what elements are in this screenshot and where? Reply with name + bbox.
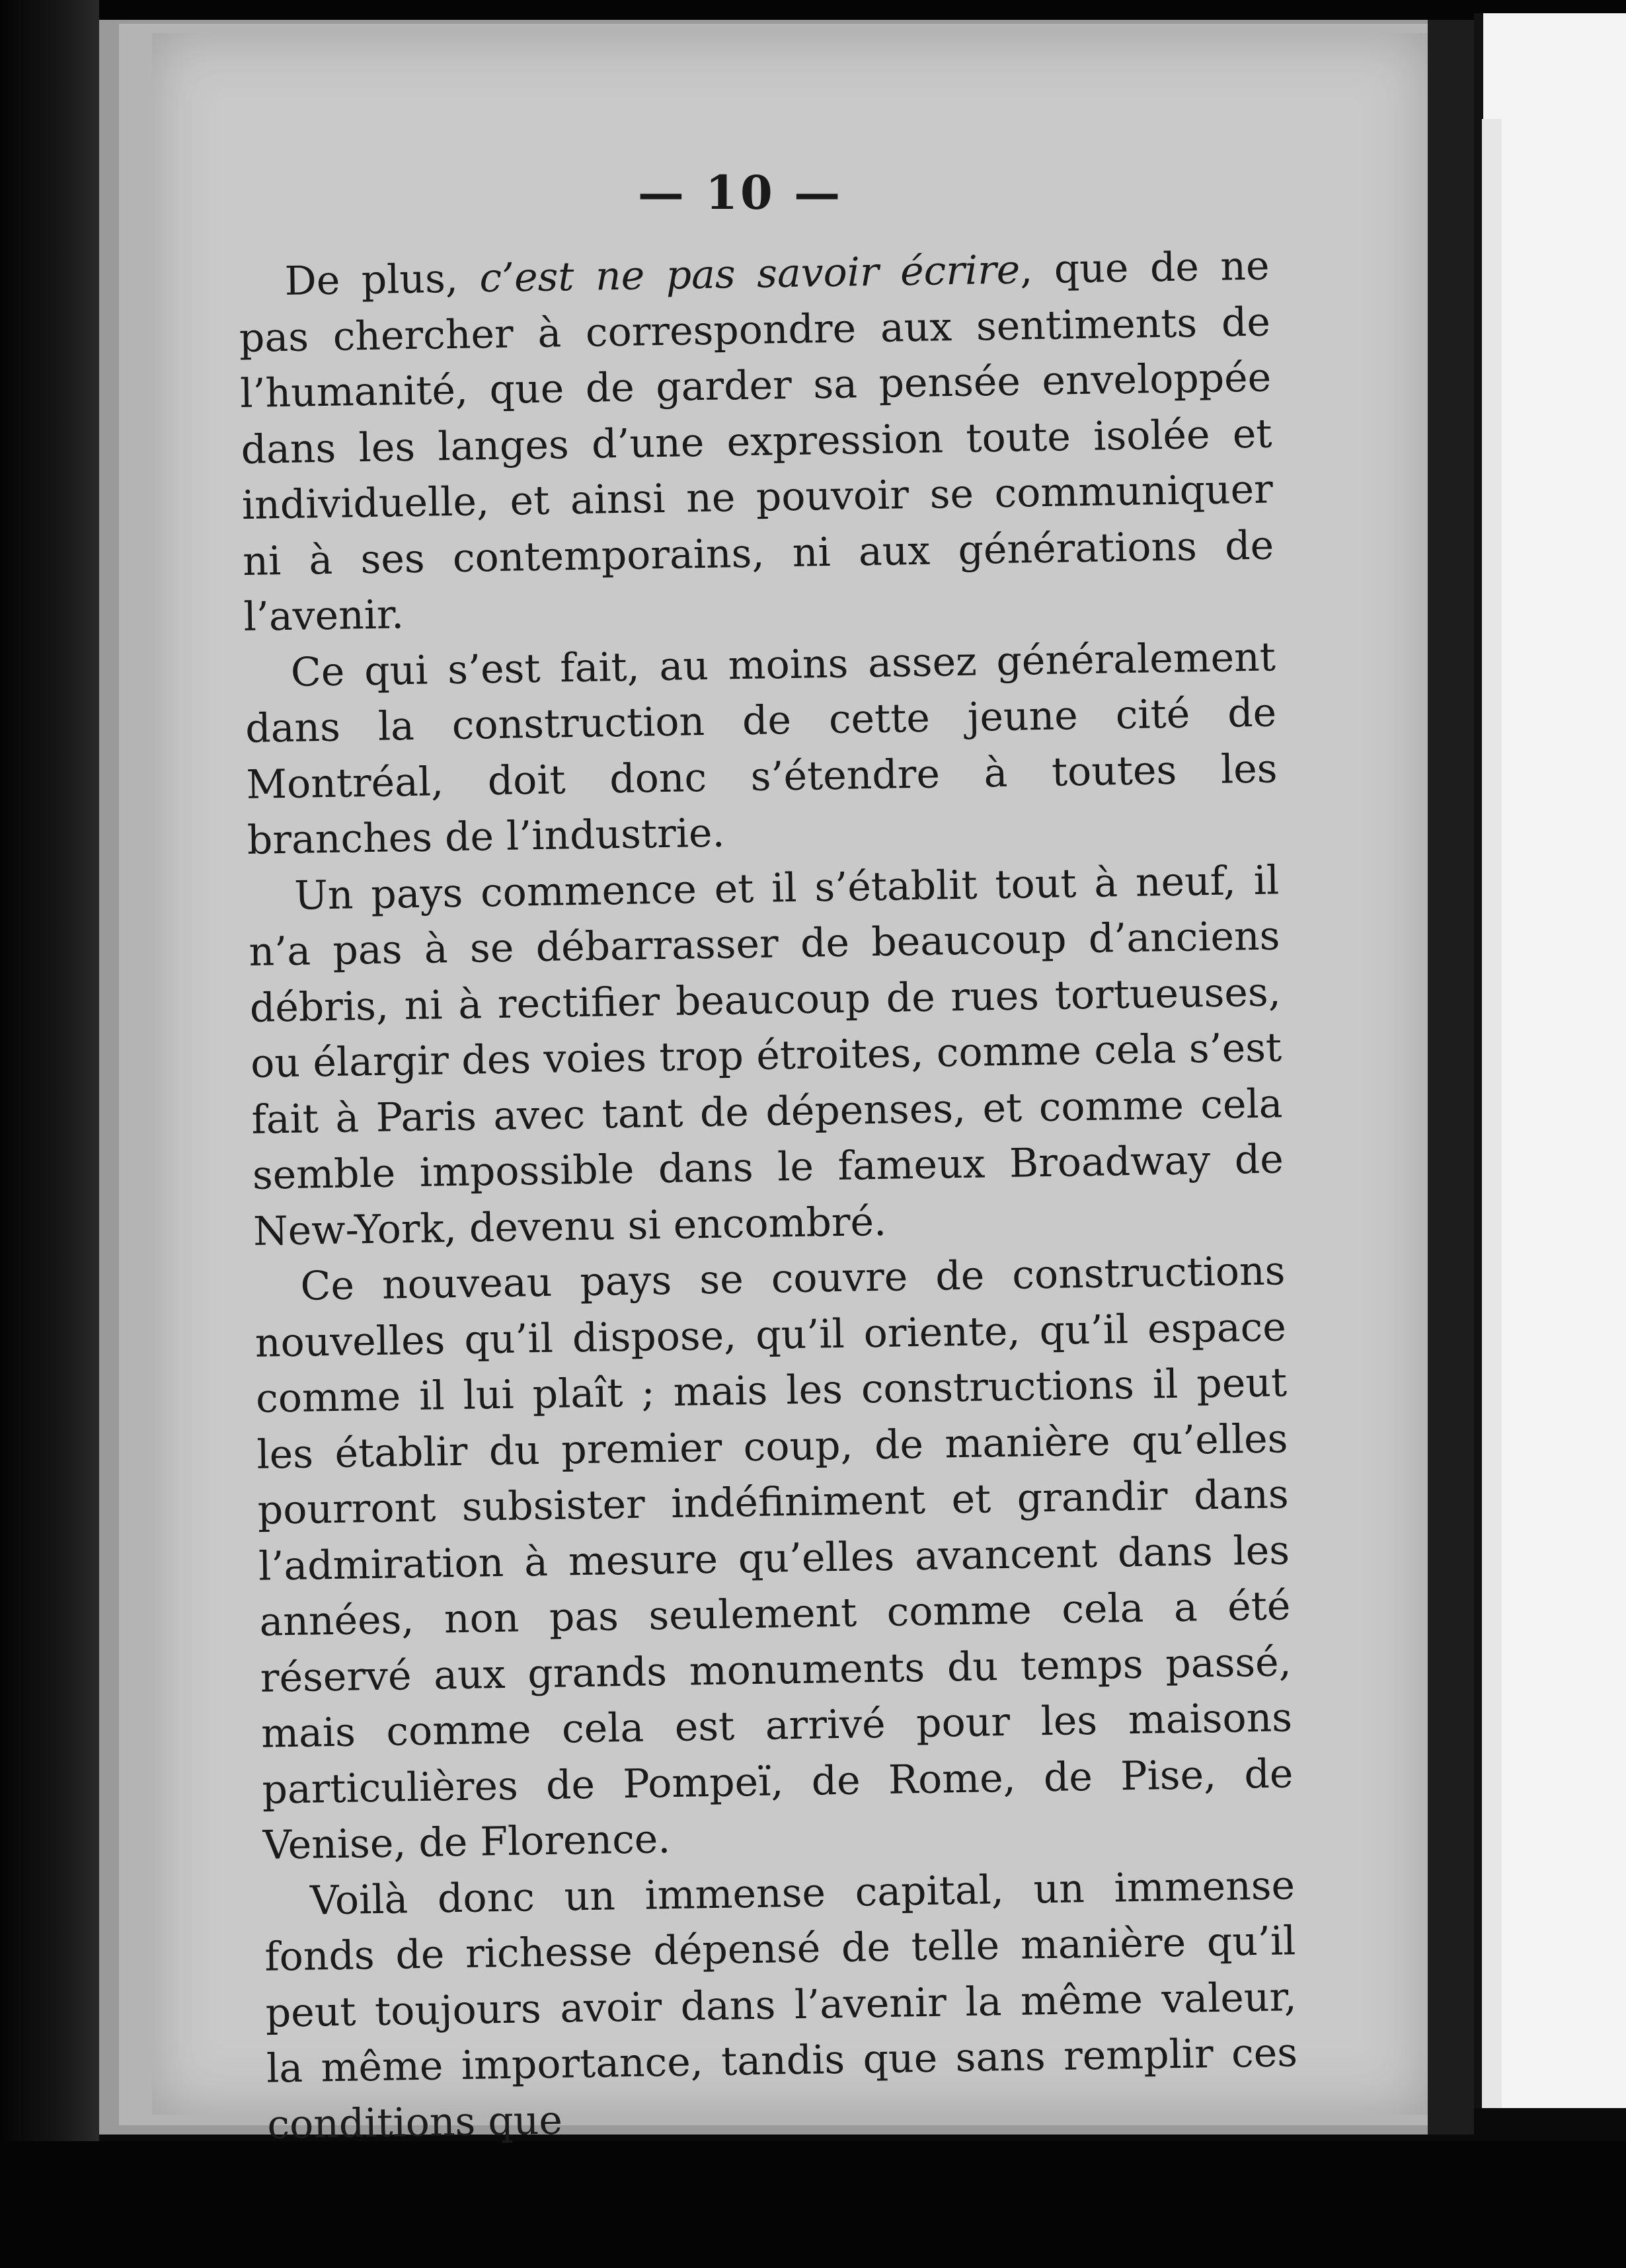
scan-border-top (0, 0, 1626, 20)
paragraph (254, 1243, 1294, 1873)
body-text (238, 238, 1299, 2152)
text-segment: Voilà donc un immense capital, un immense fonds de richesse dépensé de telle manière qu’il peut toujours avoir dans l’avenir la même valeur, la même importance, tandis que sans remplir ces conditions que (264, 1862, 1298, 2148)
italic-text: c’est ne pas savoir écrire (479, 246, 1021, 302)
scan-border-left (0, 0, 99, 2268)
page-number: — 10 — (637, 165, 843, 220)
adjacent-page-edge (1474, 13, 1626, 2108)
text-segment: Un pays commence et il s’établit tout à neuf, il n’a pas à se débarrasser de beaucoup d’anciens débris, ni à rectifier beaucoup de rues tortueuses, ou élargir des voies trop étroites, comme cela s’est fait à Paris avec tant de dépenses, et comme cela semble impossible dans le fameux Broadway de New-York, devenu si encombré. (249, 856, 1284, 1255)
scan-border-bottom (0, 2141, 1626, 2268)
paragraph (244, 629, 1278, 868)
text-segment: Ce nouveau pays se couvre de constructions nouvelles qu’il dispose, qu’il oriente, qu’il espace comme il lui plaît ; mais les constructions il peut les établir du premier coup, de manière qu’elles pourront subsister indéfiniment et grandir dans l’admiration à mesure qu’elles avancent dans les années, non pas seulement comme cela a été réservé aux grands monuments du temps passé, mais comme cela est arrivé pour les maisons particulières de Pompeï, de Rome, de Pise, de Venise, de Florence. (254, 1248, 1294, 1869)
paragraph (238, 238, 1275, 645)
paragraph (263, 1858, 1298, 2153)
text-segment: , que de ne pas chercher à correspondre aux sentiments de l’humanité, que de garder sa pensée enveloppée dans les langes d’une expression toute isolée et individuelle, et ainsi ne pouvoir se communiquer ni à ses contemporains, ni aux générations de l’avenir. (239, 243, 1274, 640)
scan-border-right (1428, 20, 1474, 2135)
text-segment: De plus, (284, 255, 480, 305)
paragraph (248, 852, 1285, 1260)
text-segment: Ce qui s’est fait, au moins assez généralement dans la construction de cette jeune cité de Montréal, doit donc s’étendre à toutes les branches de l’industrie. (245, 633, 1278, 864)
